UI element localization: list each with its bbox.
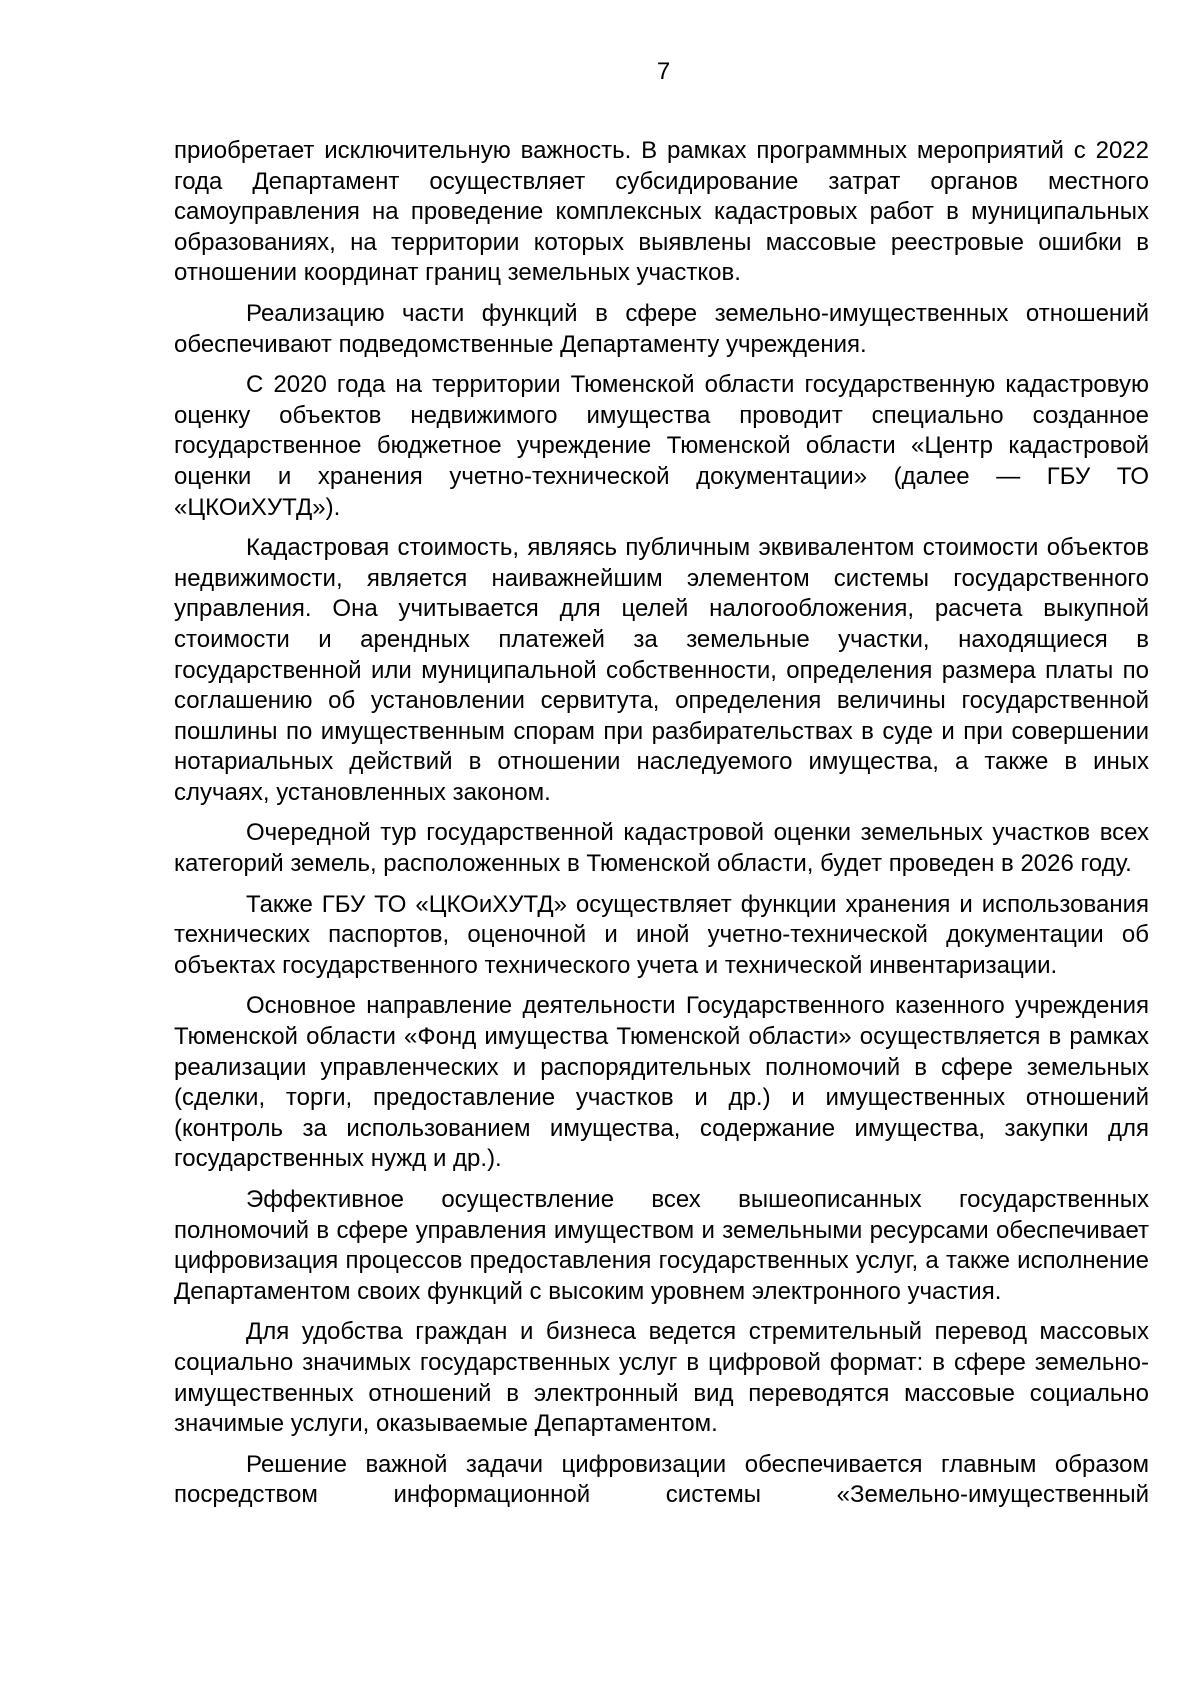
paragraph-cadastral-valuation-center: С 2020 года на территории Тюменской области государственную кадастровую оценку объектов недвижимого имущества проводит специально созданное государственное бюджетное учреждение Тюменской области «Центр кадастровой оценки и хранения учетно-технической документации» (далее — ГБУ ТО «ЦКОиХУТД»).	[174, 371, 1149, 521]
paragraph-information-system: Решение важной задачи цифровизации обеспечивается главным образом посредством информационной системы «Земельно-имущественный	[174, 1450, 1149, 1509]
paragraph-property-fund: Основное направление деятельности Государственного казенного учреждения Тюменской области «Фонд имущества Тюменской области» осуществляется в рамках реализации управленческих и распорядительных полномочий в сфере земельных (сделки, торги, предоставление участков и др.) и имущественных отношений (контроль за использованием имущества, содержание имущества, закупки для государственных нужд и др.).	[174, 992, 1149, 1173]
paragraph-next-valuation-round: Очередной тур государственной кадастровой оценки земельных участков всех категорий земель, расположенных в Тюменской области, будет проведен в 2026 году.	[174, 819, 1149, 878]
paragraph-cadastral-value: Кадастровая стоимость, являясь публичным эквивалентом стоимости объектов недвижимости, является наиважнейшим элементом системы государственного управления. Она учитывается для целей налогообложения, расчета выкупной стоимости и арендных платежей за земельные участки, находящиеся в государственной или муниципальной собственности, определения размера платы по соглашению об установлении сервитута, определения величины государственной пошлины по имущественным спорам при разбирательствах в суде и при совершении нотариальных действий в отношении наследуемого имущества, а также в иных случаях, установленных законом.	[174, 534, 1149, 806]
paragraph-document-storage: Также ГБУ ТО «ЦКОиХУТД» осуществляет функции хранения и использования технических паспортов, оценочной и иной учетно-технической документации об объектах государственного технического учета и технической инвентаризации.	[174, 890, 1149, 979]
paragraph-digitalization: Эффективное осуществление всех вышеописанных государственных полномочий в сфере управления имуществом и земельными ресурсами обеспечивает цифровизация процессов предоставления государственных услуг, а также исполнение Департаментом своих функций с высоким уровнем электронного участия.	[174, 1186, 1149, 1305]
paragraph-digital-services: Для удобства граждан и бизнеса ведется стремительный перевод массовых социально значимых государственных услуг в цифровой формат: в сфере земельно-имущественных отношений в электронный вид переводятся массовые социально значимые услуги, оказываемые Департаментом.	[174, 1318, 1149, 1438]
page-number: 7	[656, 58, 671, 85]
paragraph-subordinate-institutions: Реализацию части функций в сфере земельно-имущественных отношений обеспечивают подведомственные Департаменту учреждения.	[174, 299, 1149, 358]
paragraph-continuation: приобретает исключительную важность. В рамках программных мероприятий с 2022 года Департамент осуществляет субсидирование затрат органов местного самоуправления на проведение комплексных кадастровых работ в муниципальных образованиях, на территории которых выявлены массовые реестровые ошибки в отношении координат границ земельных участков.	[174, 137, 1149, 287]
document-body	[174, 136, 1149, 1521]
